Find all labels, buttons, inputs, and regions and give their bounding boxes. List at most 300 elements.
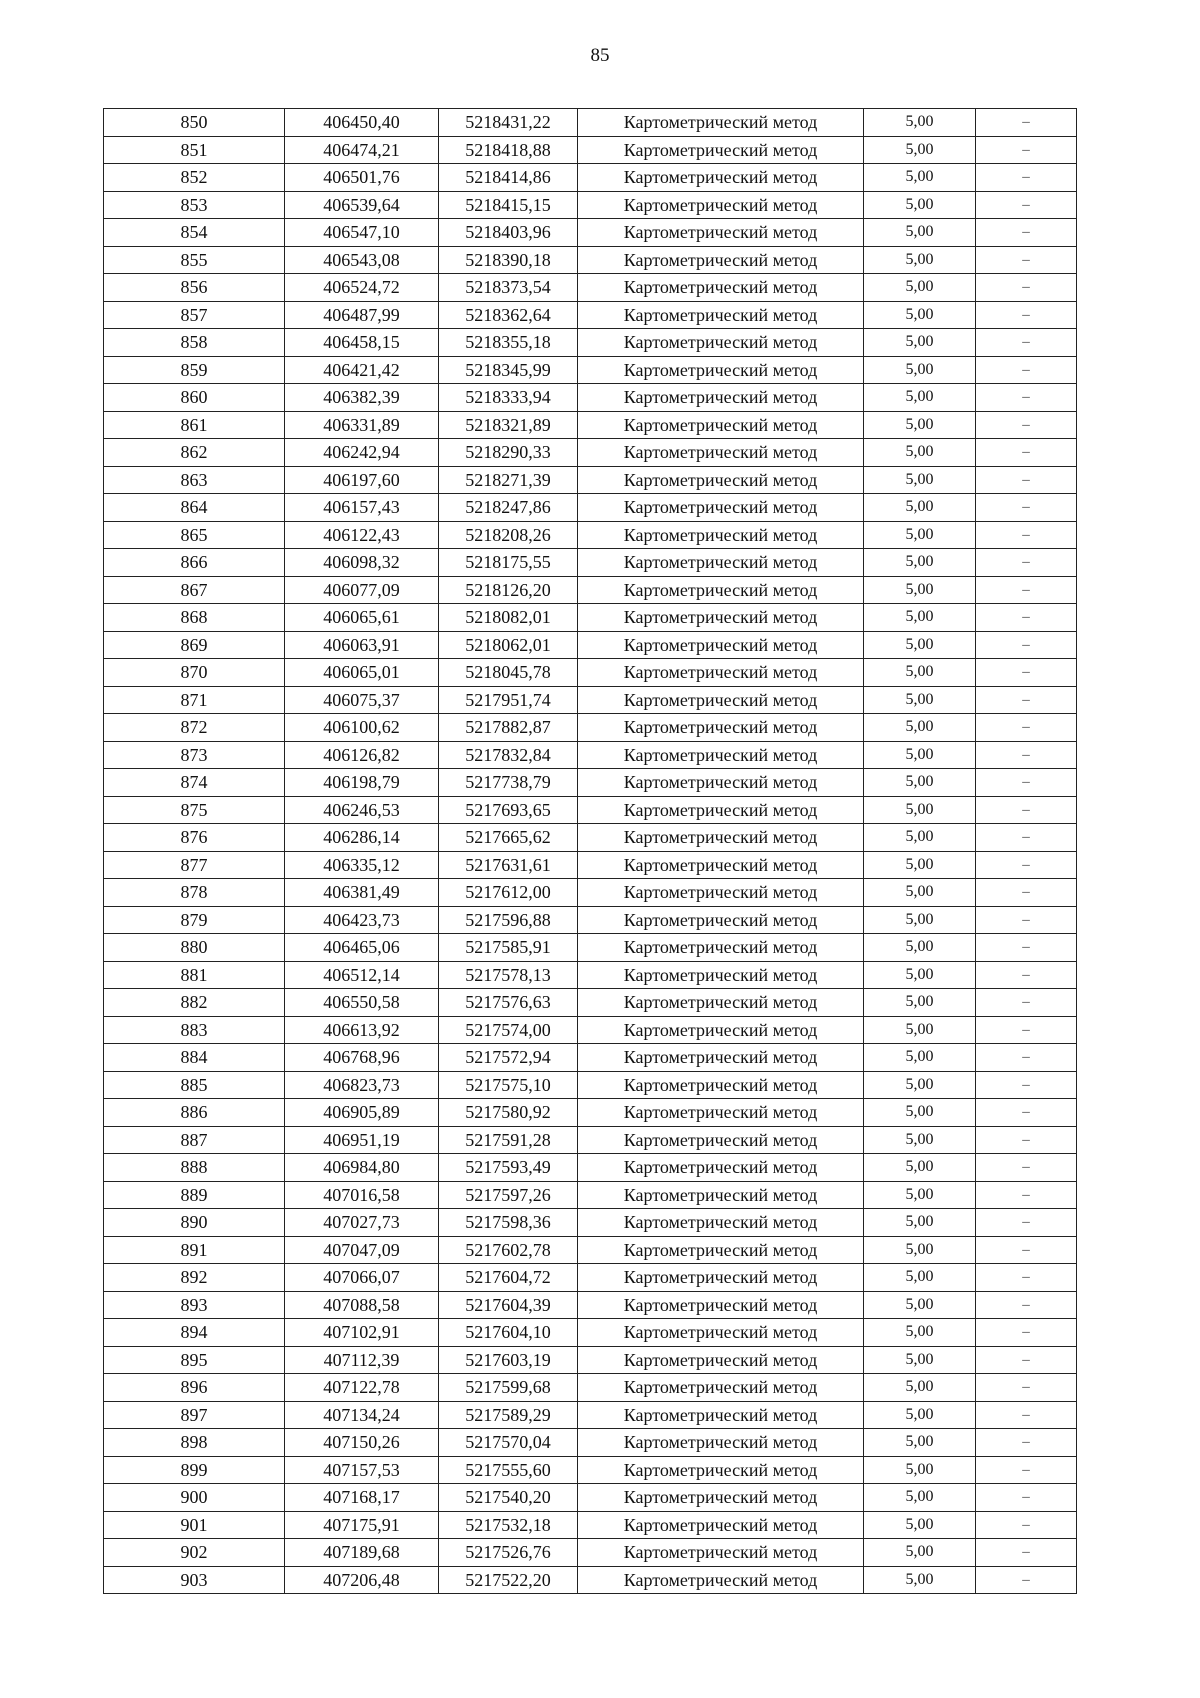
method-cell: Картометрический метод	[578, 1539, 864, 1567]
point-number-cell: 855	[104, 246, 285, 274]
x-coordinate-cell: 407189,68	[285, 1539, 439, 1567]
y-coordinate-cell: 5217589,29	[439, 1401, 578, 1429]
point-number-cell: 876	[104, 824, 285, 852]
y-coordinate-cell: 5217602,78	[439, 1236, 578, 1264]
table-row	[104, 219, 1077, 247]
y-coordinate-cell: 5217631,61	[439, 851, 578, 879]
x-coordinate-cell: 406098,32	[285, 549, 439, 577]
point-number-cell: 865	[104, 521, 285, 549]
method-cell: Картометрический метод	[578, 219, 864, 247]
point-number-cell: 897	[104, 1401, 285, 1429]
method-cell: Картометрический метод	[578, 1374, 864, 1402]
table-row	[104, 274, 1077, 302]
x-coordinate-cell: 406951,19	[285, 1126, 439, 1154]
x-coordinate-cell: 406539,64	[285, 191, 439, 219]
x-coordinate-cell: 407150,26	[285, 1429, 439, 1457]
point-number-cell: 859	[104, 356, 285, 384]
accuracy-cell: 5,00	[864, 246, 976, 274]
x-coordinate-cell: 406331,89	[285, 411, 439, 439]
x-coordinate-cell: 406381,49	[285, 879, 439, 907]
description-cell: –	[976, 1181, 1077, 1209]
table-row	[104, 109, 1077, 137]
method-cell: Картометрический метод	[578, 741, 864, 769]
y-coordinate-cell: 5217693,65	[439, 796, 578, 824]
description-cell: –	[976, 411, 1077, 439]
accuracy-cell: 5,00	[864, 769, 976, 797]
description-cell: –	[976, 466, 1077, 494]
accuracy-cell: 5,00	[864, 741, 976, 769]
y-coordinate-cell: 5217532,18	[439, 1511, 578, 1539]
x-coordinate-cell: 407066,07	[285, 1264, 439, 1292]
accuracy-cell: 5,00	[864, 1099, 976, 1127]
accuracy-cell: 5,00	[864, 356, 976, 384]
x-coordinate-cell: 406450,40	[285, 109, 439, 137]
y-coordinate-cell: 5217570,04	[439, 1429, 578, 1457]
description-cell: –	[976, 356, 1077, 384]
point-number-cell: 858	[104, 329, 285, 357]
table-row	[104, 246, 1077, 274]
table-row	[104, 769, 1077, 797]
description-cell: –	[976, 1566, 1077, 1594]
y-coordinate-cell: 5217578,13	[439, 961, 578, 989]
method-cell: Картометрический метод	[578, 1044, 864, 1072]
table-row	[104, 741, 1077, 769]
point-number-cell: 856	[104, 274, 285, 302]
table-row	[104, 1374, 1077, 1402]
method-cell: Картометрический метод	[578, 824, 864, 852]
accuracy-cell: 5,00	[864, 1126, 976, 1154]
y-coordinate-cell: 5218415,15	[439, 191, 578, 219]
accuracy-cell: 5,00	[864, 191, 976, 219]
description-cell: –	[976, 1016, 1077, 1044]
point-number-cell: 870	[104, 659, 285, 687]
table-row	[104, 1401, 1077, 1429]
y-coordinate-cell: 5218208,26	[439, 521, 578, 549]
method-cell: Картометрический метод	[578, 136, 864, 164]
coordinates-table	[103, 108, 1077, 1594]
point-number-cell: 854	[104, 219, 285, 247]
table-row	[104, 1346, 1077, 1374]
coordinates-table-body	[104, 109, 1077, 1594]
table-row	[104, 1181, 1077, 1209]
y-coordinate-cell: 5218321,89	[439, 411, 578, 439]
accuracy-cell: 5,00	[864, 274, 976, 302]
method-cell: Картометрический метод	[578, 1511, 864, 1539]
x-coordinate-cell: 406474,21	[285, 136, 439, 164]
table-row	[104, 356, 1077, 384]
table-row	[104, 1209, 1077, 1237]
point-number-cell: 867	[104, 576, 285, 604]
table-row	[104, 1511, 1077, 1539]
table-row	[104, 1126, 1077, 1154]
method-cell: Картометрический метод	[578, 246, 864, 274]
table-row	[104, 659, 1077, 687]
table-row	[104, 1429, 1077, 1457]
y-coordinate-cell: 5218390,18	[439, 246, 578, 274]
accuracy-cell: 5,00	[864, 796, 976, 824]
x-coordinate-cell: 406075,37	[285, 686, 439, 714]
table-row	[104, 301, 1077, 329]
y-coordinate-cell: 5217832,84	[439, 741, 578, 769]
x-coordinate-cell: 406077,09	[285, 576, 439, 604]
accuracy-cell: 5,00	[864, 989, 976, 1017]
x-coordinate-cell: 406823,73	[285, 1071, 439, 1099]
table-row	[104, 1264, 1077, 1292]
x-coordinate-cell: 406198,79	[285, 769, 439, 797]
table-row	[104, 439, 1077, 467]
description-cell: –	[976, 109, 1077, 137]
x-coordinate-cell: 406063,91	[285, 631, 439, 659]
method-cell: Картометрический метод	[578, 1181, 864, 1209]
method-cell: Картометрический метод	[578, 1401, 864, 1429]
point-number-cell: 880	[104, 934, 285, 962]
point-number-cell: 863	[104, 466, 285, 494]
description-cell: –	[976, 1099, 1077, 1127]
accuracy-cell: 5,00	[864, 1511, 976, 1539]
point-number-cell: 862	[104, 439, 285, 467]
y-coordinate-cell: 5218045,78	[439, 659, 578, 687]
point-number-cell: 869	[104, 631, 285, 659]
accuracy-cell: 5,00	[864, 1429, 976, 1457]
description-cell: –	[976, 549, 1077, 577]
accuracy-cell: 5,00	[864, 604, 976, 632]
accuracy-cell: 5,00	[864, 219, 976, 247]
accuracy-cell: 5,00	[864, 109, 976, 137]
method-cell: Картометрический метод	[578, 164, 864, 192]
description-cell: –	[976, 301, 1077, 329]
description-cell: –	[976, 1346, 1077, 1374]
accuracy-cell: 5,00	[864, 686, 976, 714]
description-cell: –	[976, 191, 1077, 219]
table-row	[104, 494, 1077, 522]
y-coordinate-cell: 5217591,28	[439, 1126, 578, 1154]
table-row	[104, 934, 1077, 962]
description-cell: –	[976, 604, 1077, 632]
accuracy-cell: 5,00	[864, 659, 976, 687]
accuracy-cell: 5,00	[864, 714, 976, 742]
description-cell: –	[976, 741, 1077, 769]
accuracy-cell: 5,00	[864, 1291, 976, 1319]
x-coordinate-cell: 406197,60	[285, 466, 439, 494]
table-row	[104, 851, 1077, 879]
accuracy-cell: 5,00	[864, 439, 976, 467]
y-coordinate-cell: 5217585,91	[439, 934, 578, 962]
x-coordinate-cell: 407112,39	[285, 1346, 439, 1374]
x-coordinate-cell: 406423,73	[285, 906, 439, 934]
table-row	[104, 961, 1077, 989]
y-coordinate-cell: 5217540,20	[439, 1484, 578, 1512]
y-coordinate-cell: 5218403,96	[439, 219, 578, 247]
y-coordinate-cell: 5218126,20	[439, 576, 578, 604]
description-cell: –	[976, 1511, 1077, 1539]
x-coordinate-cell: 406335,12	[285, 851, 439, 879]
y-coordinate-cell: 5217612,00	[439, 879, 578, 907]
y-coordinate-cell: 5217665,62	[439, 824, 578, 852]
method-cell: Картометрический метод	[578, 384, 864, 412]
x-coordinate-cell: 406122,43	[285, 521, 439, 549]
x-coordinate-cell: 406768,96	[285, 1044, 439, 1072]
method-cell: Картометрический метод	[578, 1484, 864, 1512]
table-row	[104, 1291, 1077, 1319]
description-cell: –	[976, 329, 1077, 357]
description-cell: –	[976, 1154, 1077, 1182]
y-coordinate-cell: 5218373,54	[439, 274, 578, 302]
y-coordinate-cell: 5217593,49	[439, 1154, 578, 1182]
point-number-cell: 900	[104, 1484, 285, 1512]
x-coordinate-cell: 406421,42	[285, 356, 439, 384]
x-coordinate-cell: 406065,01	[285, 659, 439, 687]
method-cell: Картометрический метод	[578, 494, 864, 522]
method-cell: Картометрический метод	[578, 1319, 864, 1347]
point-number-cell: 895	[104, 1346, 285, 1374]
x-coordinate-cell: 407047,09	[285, 1236, 439, 1264]
point-number-cell: 864	[104, 494, 285, 522]
table-row	[104, 549, 1077, 577]
x-coordinate-cell: 407016,58	[285, 1181, 439, 1209]
x-coordinate-cell: 407157,53	[285, 1456, 439, 1484]
accuracy-cell: 5,00	[864, 411, 976, 439]
accuracy-cell: 5,00	[864, 576, 976, 604]
point-number-cell: 878	[104, 879, 285, 907]
x-coordinate-cell: 407175,91	[285, 1511, 439, 1539]
method-cell: Картометрический метод	[578, 989, 864, 1017]
method-cell: Картометрический метод	[578, 631, 864, 659]
table-row	[104, 1154, 1077, 1182]
point-number-cell: 896	[104, 1374, 285, 1402]
description-cell: –	[976, 659, 1077, 687]
table-row	[104, 576, 1077, 604]
point-number-cell: 875	[104, 796, 285, 824]
accuracy-cell: 5,00	[864, 1154, 976, 1182]
x-coordinate-cell: 406286,14	[285, 824, 439, 852]
x-coordinate-cell: 406126,82	[285, 741, 439, 769]
table-row	[104, 1539, 1077, 1567]
accuracy-cell: 5,00	[864, 1484, 976, 1512]
point-number-cell: 899	[104, 1456, 285, 1484]
table-row	[104, 1044, 1077, 1072]
point-number-cell: 888	[104, 1154, 285, 1182]
accuracy-cell: 5,00	[864, 1016, 976, 1044]
point-number-cell: 901	[104, 1511, 285, 1539]
description-cell: –	[976, 769, 1077, 797]
description-cell: –	[976, 1264, 1077, 1292]
point-number-cell: 889	[104, 1181, 285, 1209]
accuracy-cell: 5,00	[864, 1346, 976, 1374]
accuracy-cell: 5,00	[864, 1044, 976, 1072]
page-number: 85	[590, 45, 610, 66]
point-number-cell: 861	[104, 411, 285, 439]
description-cell: –	[976, 439, 1077, 467]
description-cell: –	[976, 1044, 1077, 1072]
table-row	[104, 824, 1077, 852]
x-coordinate-cell: 406065,61	[285, 604, 439, 632]
method-cell: Картометрический метод	[578, 439, 864, 467]
y-coordinate-cell: 5218062,01	[439, 631, 578, 659]
method-cell: Картометрический метод	[578, 1209, 864, 1237]
description-cell: –	[976, 879, 1077, 907]
x-coordinate-cell: 407206,48	[285, 1566, 439, 1594]
description-cell: –	[976, 521, 1077, 549]
accuracy-cell: 5,00	[864, 301, 976, 329]
method-cell: Картометрический метод	[578, 411, 864, 439]
description-cell: –	[976, 714, 1077, 742]
y-coordinate-cell: 5217522,20	[439, 1566, 578, 1594]
accuracy-cell: 5,00	[864, 1181, 976, 1209]
point-number-cell: 893	[104, 1291, 285, 1319]
x-coordinate-cell: 406246,53	[285, 796, 439, 824]
table-row	[104, 384, 1077, 412]
y-coordinate-cell: 5217572,94	[439, 1044, 578, 1072]
y-coordinate-cell: 5217574,00	[439, 1016, 578, 1044]
accuracy-cell: 5,00	[864, 1319, 976, 1347]
point-number-cell: 872	[104, 714, 285, 742]
x-coordinate-cell: 406465,06	[285, 934, 439, 962]
method-cell: Картометрический метод	[578, 934, 864, 962]
method-cell: Картометрический метод	[578, 356, 864, 384]
y-coordinate-cell: 5217951,74	[439, 686, 578, 714]
table-row	[104, 1484, 1077, 1512]
y-coordinate-cell: 5217604,72	[439, 1264, 578, 1292]
method-cell: Картометрический метод	[578, 1264, 864, 1292]
method-cell: Картометрический метод	[578, 1071, 864, 1099]
method-cell: Картометрический метод	[578, 1126, 864, 1154]
x-coordinate-cell: 406543,08	[285, 246, 439, 274]
table-row	[104, 714, 1077, 742]
method-cell: Картометрический метод	[578, 1429, 864, 1457]
y-coordinate-cell: 5217604,39	[439, 1291, 578, 1319]
table-row	[104, 906, 1077, 934]
table-row	[104, 1456, 1077, 1484]
description-cell: –	[976, 576, 1077, 604]
method-cell: Картометрический метод	[578, 659, 864, 687]
accuracy-cell: 5,00	[864, 1374, 976, 1402]
x-coordinate-cell: 407088,58	[285, 1291, 439, 1319]
x-coordinate-cell: 406501,76	[285, 164, 439, 192]
method-cell: Картометрический метод	[578, 274, 864, 302]
description-cell: –	[976, 274, 1077, 302]
accuracy-cell: 5,00	[864, 879, 976, 907]
y-coordinate-cell: 5218271,39	[439, 466, 578, 494]
x-coordinate-cell: 406157,43	[285, 494, 439, 522]
table-row	[104, 1071, 1077, 1099]
x-coordinate-cell: 406487,99	[285, 301, 439, 329]
y-coordinate-cell: 5218355,18	[439, 329, 578, 357]
y-coordinate-cell: 5218345,99	[439, 356, 578, 384]
table-row	[104, 989, 1077, 1017]
y-coordinate-cell: 5218247,86	[439, 494, 578, 522]
table-row	[104, 164, 1077, 192]
x-coordinate-cell: 406512,14	[285, 961, 439, 989]
method-cell: Картометрический метод	[578, 1566, 864, 1594]
table-row	[104, 879, 1077, 907]
y-coordinate-cell: 5217555,60	[439, 1456, 578, 1484]
description-cell: –	[976, 164, 1077, 192]
point-number-cell: 857	[104, 301, 285, 329]
method-cell: Картометрический метод	[578, 1346, 864, 1374]
accuracy-cell: 5,00	[864, 164, 976, 192]
table-row	[104, 329, 1077, 357]
method-cell: Картометрический метод	[578, 906, 864, 934]
x-coordinate-cell: 406550,58	[285, 989, 439, 1017]
x-coordinate-cell: 407168,17	[285, 1484, 439, 1512]
table-row	[104, 631, 1077, 659]
table-row	[104, 521, 1077, 549]
y-coordinate-cell: 5217882,87	[439, 714, 578, 742]
y-coordinate-cell: 5218290,33	[439, 439, 578, 467]
point-number-cell: 886	[104, 1099, 285, 1127]
description-cell: –	[976, 686, 1077, 714]
point-number-cell: 850	[104, 109, 285, 137]
accuracy-cell: 5,00	[864, 906, 976, 934]
accuracy-cell: 5,00	[864, 521, 976, 549]
y-coordinate-cell: 5218333,94	[439, 384, 578, 412]
x-coordinate-cell: 406524,72	[285, 274, 439, 302]
y-coordinate-cell: 5217597,26	[439, 1181, 578, 1209]
table-row	[104, 1099, 1077, 1127]
y-coordinate-cell: 5218418,88	[439, 136, 578, 164]
method-cell: Картометрический метод	[578, 604, 864, 632]
table-row	[104, 796, 1077, 824]
point-number-cell: 887	[104, 1126, 285, 1154]
description-cell: –	[976, 136, 1077, 164]
y-coordinate-cell: 5217738,79	[439, 769, 578, 797]
x-coordinate-cell: 406613,92	[285, 1016, 439, 1044]
x-coordinate-cell: 407122,78	[285, 1374, 439, 1402]
accuracy-cell: 5,00	[864, 851, 976, 879]
point-number-cell: 885	[104, 1071, 285, 1099]
description-cell: –	[976, 1236, 1077, 1264]
table-row	[104, 1319, 1077, 1347]
accuracy-cell: 5,00	[864, 1401, 976, 1429]
table-row	[104, 604, 1077, 632]
method-cell: Картометрический метод	[578, 576, 864, 604]
method-cell: Картометрический метод	[578, 1016, 864, 1044]
point-number-cell: 891	[104, 1236, 285, 1264]
table-row	[104, 466, 1077, 494]
table-row	[104, 136, 1077, 164]
method-cell: Картометрический метод	[578, 191, 864, 219]
table-row	[104, 1236, 1077, 1264]
point-number-cell: 902	[104, 1539, 285, 1567]
point-number-cell: 852	[104, 164, 285, 192]
method-cell: Картометрический метод	[578, 686, 864, 714]
description-cell: –	[976, 1126, 1077, 1154]
method-cell: Картометрический метод	[578, 109, 864, 137]
point-number-cell: 871	[104, 686, 285, 714]
accuracy-cell: 5,00	[864, 1209, 976, 1237]
point-number-cell: 898	[104, 1429, 285, 1457]
y-coordinate-cell: 5218431,22	[439, 109, 578, 137]
y-coordinate-cell: 5218175,55	[439, 549, 578, 577]
method-cell: Картометрический метод	[578, 1099, 864, 1127]
x-coordinate-cell: 406382,39	[285, 384, 439, 412]
y-coordinate-cell: 5218414,86	[439, 164, 578, 192]
method-cell: Картометрический метод	[578, 1154, 864, 1182]
method-cell: Картометрический метод	[578, 961, 864, 989]
point-number-cell: 890	[104, 1209, 285, 1237]
description-cell: –	[976, 1429, 1077, 1457]
description-cell: –	[976, 1319, 1077, 1347]
method-cell: Картометрический метод	[578, 1236, 864, 1264]
x-coordinate-cell: 406547,10	[285, 219, 439, 247]
description-cell: –	[976, 851, 1077, 879]
point-number-cell: 868	[104, 604, 285, 632]
y-coordinate-cell: 5217526,76	[439, 1539, 578, 1567]
point-number-cell: 873	[104, 741, 285, 769]
description-cell: –	[976, 824, 1077, 852]
point-number-cell: 892	[104, 1264, 285, 1292]
accuracy-cell: 5,00	[864, 1264, 976, 1292]
